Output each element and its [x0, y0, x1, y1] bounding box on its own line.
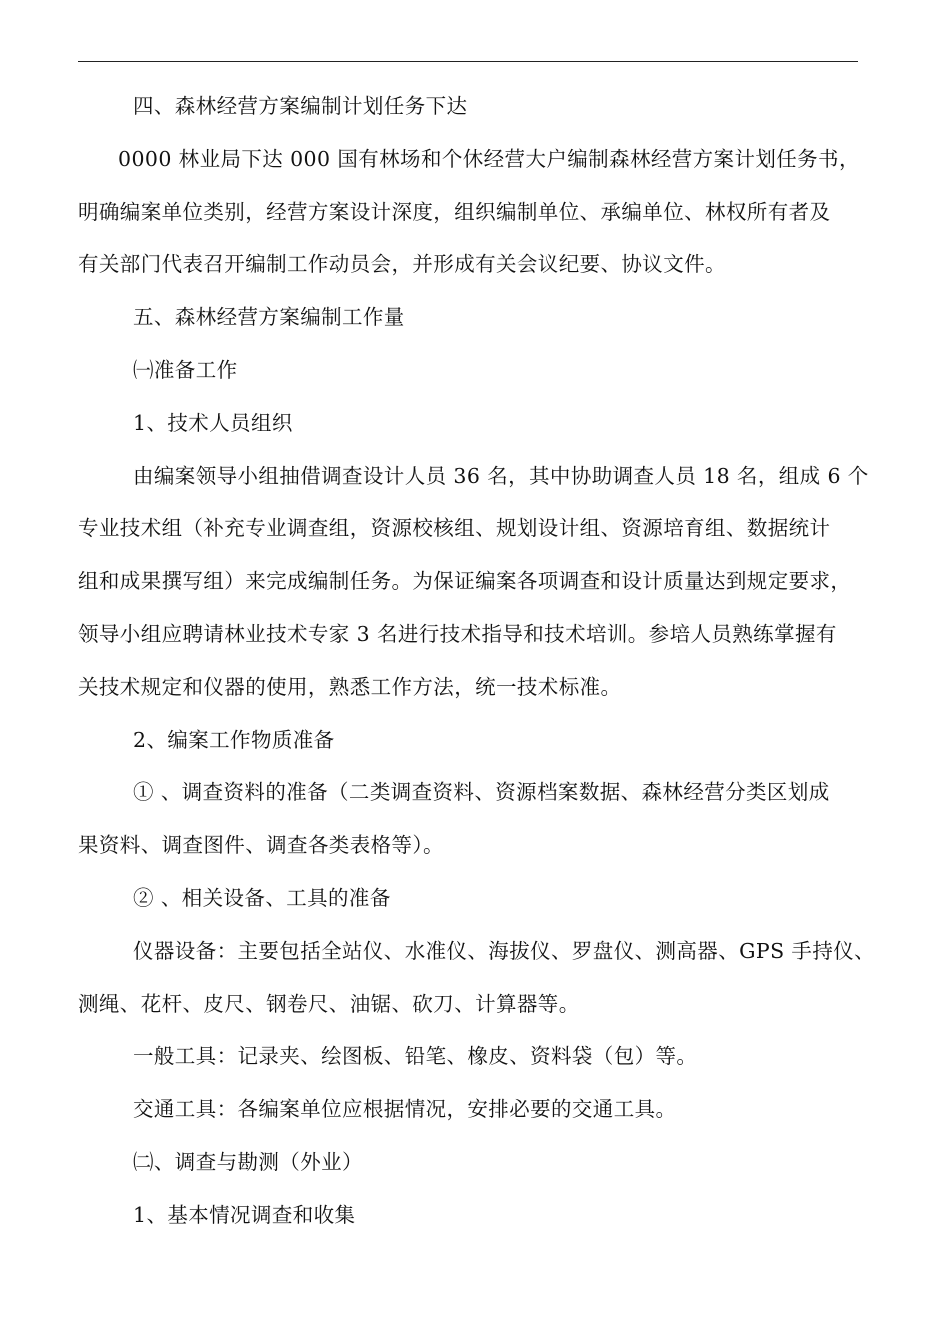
paragraph-line: 专业技术组（补充专业调查组，资源校核组、规划设计组、资源培育组、数据统计: [78, 516, 831, 541]
section-heading: 五、森林经营方案编制工作量: [133, 305, 405, 330]
paragraph-line: 明确编案单位类别，经营方案设计深度，组织编制单位、承编单位、林权所有者及: [78, 199, 831, 224]
paragraph-line: 关技术规定和仪器的使用，熟悉工作方法，统一技术标准。: [78, 674, 622, 699]
paragraph-line: 有关部门代表召开编制工作动员会，并形成有关会议纪要、协议文件。: [78, 252, 726, 277]
paragraph-line: 由编案领导小组抽借调查设计人员 36 名，其中协助调查人员 18 名，组成 6 个: [133, 463, 869, 488]
item-heading: 1、基本情况调查和收集: [133, 1202, 356, 1227]
paragraph-line: 一般工具：记录夹、绘图板、铅笔、橡皮、资料袋（包）等。: [133, 1044, 698, 1069]
item-heading: ② 、相关设备、工具的准备: [133, 885, 391, 910]
paragraph-line: 果资料、调查图件、调查各类表格等）。: [78, 833, 444, 858]
document-body: [78, 80, 876, 1242]
paragraph-line: ① 、调查资料的准备（二类调查资料、资源档案数据、森林经营分类区划成: [133, 780, 830, 805]
paragraph-line: 交通工具：各编案单位应根据情况，安排必要的交通工具。: [133, 1097, 677, 1122]
subsection-heading: ㈡、调查与勘测（外业）: [133, 1149, 363, 1174]
paragraph-line: 0000 林业局下达 000 国有林场和个休经营大户编制森林经营方案计划任务书，: [118, 146, 860, 171]
section-heading: 四、森林经营方案编制计划任务下达: [133, 94, 468, 118]
paragraph-line: 测绳、花杆、皮尺、钢卷尺、油锯、砍刀、计算器等。: [78, 991, 580, 1016]
paragraph-line: 组和成果撰写组）来完成编制任务。为保证编案各项调查和设计质量达到规定要求，: [78, 569, 852, 594]
item-heading: 2、编案工作物质准备: [133, 727, 335, 752]
subsection-heading: ㈠准备工作: [133, 357, 238, 382]
header-rule: [78, 61, 858, 62]
paragraph-line: 仪器设备：主要包括全站仪、水准仪、海拔仪、罗盘仪、测高器、GPS 手持仪、: [133, 938, 876, 963]
item-heading: 1、技术人员组织: [133, 410, 293, 435]
paragraph-line: 领导小组应聘请林业技术专家 3 名进行技术指导和技术培训。参培人员熟练掌握有: [78, 621, 837, 646]
